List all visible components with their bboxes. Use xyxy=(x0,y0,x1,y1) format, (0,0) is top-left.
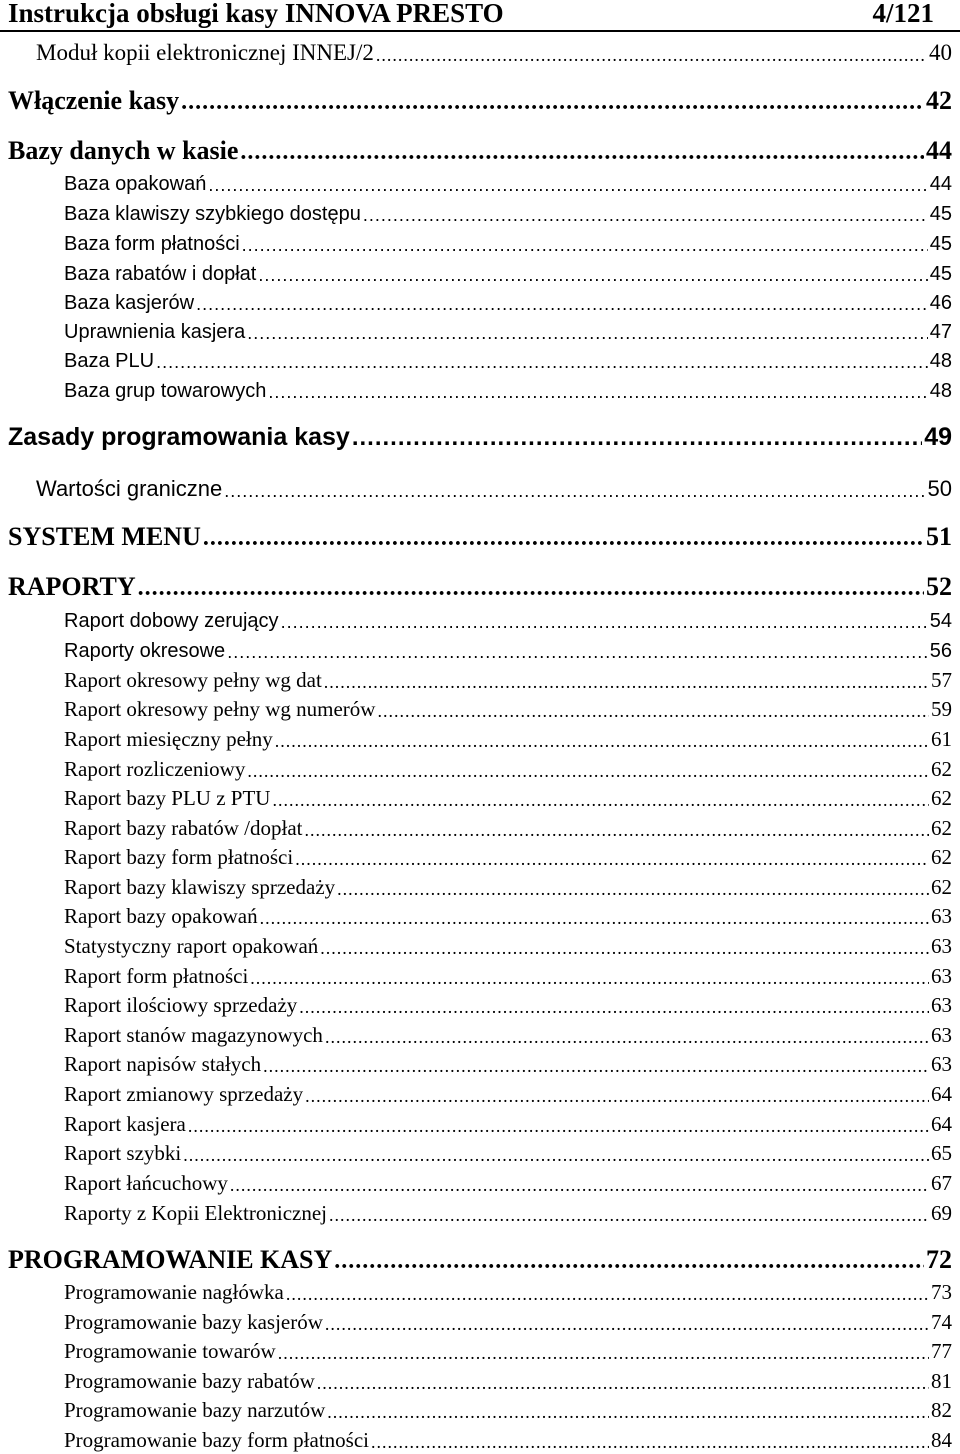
toc-entry-page: 45 xyxy=(929,263,952,285)
toc-entry-page: 84 xyxy=(931,1428,952,1452)
dot-leader xyxy=(295,849,929,870)
toc-entry[interactable] xyxy=(0,1275,960,1305)
toc-entry-label: Raport napisów stałych xyxy=(64,1052,262,1076)
toc-entry-label: Uprawnienia kasjera xyxy=(64,321,246,343)
toc-entry-page: 51 xyxy=(926,522,952,551)
toc-entry-label: Raport form płatności xyxy=(64,964,249,988)
toc-entry-label: SYSTEM MENU xyxy=(8,522,201,551)
dot-leader xyxy=(286,1284,929,1305)
toc-entry-label: Raport stanów magazynowych xyxy=(64,1023,323,1047)
toc-entry[interactable] xyxy=(0,166,960,196)
toc-entry-page: 44 xyxy=(929,173,952,195)
dot-leader xyxy=(268,382,927,403)
toc-entry-page: 45 xyxy=(929,203,952,225)
dot-leader xyxy=(352,424,922,452)
toc-entry-page: 63 xyxy=(931,964,952,988)
toc-entry-label: Statystyczny raport opakowań xyxy=(64,934,319,958)
toc-entry-page: 67 xyxy=(931,1171,952,1195)
toc-entry-page: 72 xyxy=(926,1245,952,1274)
dot-leader xyxy=(240,139,924,166)
toc-entry[interactable] xyxy=(0,1136,960,1166)
toc-entry-label: Raport łańcuchowy xyxy=(64,1171,228,1195)
toc-entry-label: Baza form płatności xyxy=(64,233,240,255)
dot-leader xyxy=(317,1373,929,1394)
toc-entry[interactable] xyxy=(0,522,960,552)
toc-entry-page: 62 xyxy=(931,875,952,899)
page-header xyxy=(0,0,960,32)
toc-entry[interactable] xyxy=(0,36,960,66)
toc-entry-page: 48 xyxy=(929,380,952,402)
toc-entry-label: Raport miesięczny pełny xyxy=(64,727,273,751)
dot-leader xyxy=(377,701,929,722)
toc-entry-label: Raport bazy form płatności xyxy=(64,845,294,869)
dot-leader xyxy=(230,1175,929,1196)
toc-entry-label: Moduł kopii elektronicznej INNEJ/2 xyxy=(36,40,374,65)
toc-entry[interactable] xyxy=(0,1166,960,1196)
toc-entry[interactable] xyxy=(0,256,960,286)
toc-entry-page: 65 xyxy=(931,1141,952,1165)
toc-entry-page: 73 xyxy=(931,1280,952,1304)
toc-entry[interactable] xyxy=(0,1018,960,1048)
page-number: 4/121 xyxy=(872,0,934,28)
dot-leader xyxy=(263,1056,929,1077)
toc-entry[interactable] xyxy=(0,1423,960,1453)
dot-leader xyxy=(247,323,928,344)
toc-entry[interactable] xyxy=(0,343,960,373)
toc-entry-page: 57 xyxy=(931,668,952,692)
dot-leader xyxy=(325,1027,929,1048)
toc-entry-page: 62 xyxy=(931,786,952,810)
toc-entry-page: 64 xyxy=(931,1082,952,1106)
dot-leader xyxy=(371,1432,929,1453)
toc-entry[interactable] xyxy=(0,1077,960,1107)
toc-entry-page: 42 xyxy=(926,86,952,115)
toc-entry-page: 40 xyxy=(929,40,952,65)
dot-leader xyxy=(327,1402,929,1423)
toc-entry-label: Raport dobowy zerujący xyxy=(64,610,279,632)
toc-entry-label: Raport okresowy pełny wg dat xyxy=(64,668,322,692)
toc-entry-label: Programowanie bazy narzutów xyxy=(64,1398,326,1422)
toc-entry[interactable] xyxy=(0,1047,960,1077)
toc-entry-label: Raport zmianowy sprzedaży xyxy=(64,1082,304,1106)
dot-leader xyxy=(305,820,929,841)
toc-entry-page: 63 xyxy=(931,934,952,958)
dot-leader xyxy=(183,1145,929,1166)
dot-leader xyxy=(325,1314,929,1335)
toc-entry-label: Włączenie kasy xyxy=(8,86,180,115)
toc-entry[interactable] xyxy=(0,752,960,782)
toc-entry-label: Programowanie bazy kasjerów xyxy=(64,1310,323,1334)
toc-entry-page: 49 xyxy=(924,423,952,451)
toc-entry-label: Programowanie nagłówka xyxy=(64,1280,284,1304)
dot-leader xyxy=(181,89,924,116)
toc-entry[interactable] xyxy=(0,929,960,959)
toc-entry-page: 82 xyxy=(931,1398,952,1422)
dot-leader xyxy=(250,968,929,989)
toc-entry-page: 56 xyxy=(929,640,952,662)
toc-entry-page: 62 xyxy=(931,757,952,781)
toc-entry-page: 63 xyxy=(931,993,952,1017)
toc-entry-page: 47 xyxy=(929,321,952,343)
toc-entry-page: 46 xyxy=(929,292,952,314)
toc-entry-label: Raport bazy PLU z PTU xyxy=(64,786,271,810)
dot-leader xyxy=(376,45,927,66)
dot-leader xyxy=(363,205,928,226)
toc-entry-page: 48 xyxy=(929,350,952,372)
toc-entry[interactable] xyxy=(0,722,960,752)
dot-leader xyxy=(337,879,929,900)
toc-entry-label: Raporty okresowe xyxy=(64,640,226,662)
toc-entry[interactable] xyxy=(0,1393,960,1423)
toc-entry-page: 63 xyxy=(931,904,952,928)
toc-entry-label: Raporty z Kopii Elektronicznej xyxy=(64,1201,328,1225)
toc-entry[interactable] xyxy=(0,692,960,722)
toc-entry-page: 63 xyxy=(931,1023,952,1047)
toc-entry-label: Raport szybki xyxy=(64,1141,182,1165)
toc-entry-label: Baza opakowań xyxy=(64,173,207,195)
dot-leader xyxy=(275,731,929,752)
dot-leader xyxy=(227,642,928,663)
toc-entry-label: Programowanie bazy form płatności xyxy=(64,1428,369,1452)
toc-entry[interactable] xyxy=(0,988,960,1018)
toc-entry-page: 52 xyxy=(926,572,952,601)
dot-leader xyxy=(208,175,927,196)
toc-entry[interactable] xyxy=(0,781,960,811)
toc-entry-label: Baza kasjerów xyxy=(64,292,195,314)
toc-entry-page: 69 xyxy=(931,1201,952,1225)
toc-entry-page: 45 xyxy=(929,233,952,255)
toc-entry-page: 81 xyxy=(931,1369,952,1393)
dot-leader xyxy=(320,938,929,959)
toc-entry[interactable] xyxy=(0,1107,960,1137)
toc-entry[interactable] xyxy=(0,196,960,226)
toc-entry[interactable] xyxy=(0,226,960,256)
toc-entry[interactable] xyxy=(0,603,960,633)
toc-entry[interactable] xyxy=(0,285,960,315)
toc-entry-page: 61 xyxy=(931,727,952,751)
toc-entry-page: 77 xyxy=(931,1339,952,1363)
toc-entry-label: Raport okresowy pełny wg numerów xyxy=(64,697,376,721)
dot-leader xyxy=(334,1248,924,1275)
dot-leader xyxy=(138,575,924,602)
toc-entry[interactable] xyxy=(0,1364,960,1394)
toc-entry[interactable] xyxy=(0,572,960,602)
toc-entry-label: Raport rozliczeniowy xyxy=(64,757,246,781)
toc-entry-label: Bazy danych w kasie xyxy=(8,136,239,165)
toc-entry[interactable] xyxy=(0,663,960,693)
dot-leader xyxy=(247,761,929,782)
toc-entry-label: Wartości graniczne xyxy=(36,476,223,501)
toc-entry-page: 54 xyxy=(929,610,952,632)
toc-entry-label: Programowanie bazy rabatów xyxy=(64,1369,315,1393)
toc-entry-page: 44 xyxy=(926,136,952,165)
toc-entry-label: Raport bazy klawiszy sprzedaży xyxy=(64,875,336,899)
dot-leader xyxy=(156,352,928,373)
toc-entry[interactable] xyxy=(0,1334,960,1364)
toc-entry[interactable] xyxy=(0,899,960,929)
dot-leader xyxy=(258,265,927,286)
toc-entry[interactable] xyxy=(0,86,960,116)
toc-entry[interactable] xyxy=(0,136,960,166)
toc-entry-page: 62 xyxy=(931,816,952,840)
dot-leader xyxy=(324,672,929,693)
toc-entry[interactable] xyxy=(0,1305,960,1335)
toc-entry[interactable] xyxy=(0,472,960,502)
document-title: Instrukcja obsługi kasy INNOVA PRESTO xyxy=(8,0,504,28)
dot-leader xyxy=(242,235,928,256)
toc-entry-label: RAPORTY xyxy=(8,572,136,601)
toc-entry-label: Baza PLU xyxy=(64,350,155,372)
toc-entry-label: Programowanie towarów xyxy=(64,1339,276,1363)
dot-leader xyxy=(203,525,924,552)
dot-leader xyxy=(281,612,928,633)
toc-entry-label: Zasady programowania kasy xyxy=(8,423,350,451)
toc-entry[interactable] xyxy=(0,811,960,841)
toc-entry-label: Baza rabatów i dopłat xyxy=(64,263,257,285)
dot-leader xyxy=(224,481,925,502)
toc-entry-page: 74 xyxy=(931,1310,952,1334)
toc-entry-label: Baza grup towarowych xyxy=(64,380,267,402)
toc-entry-label: Raport bazy opakowań xyxy=(64,904,258,928)
toc-entry-label: PROGRAMOWANIE KASY xyxy=(8,1245,333,1274)
toc-entry[interactable] xyxy=(0,422,960,452)
toc-entry-label: Baza klawiszy szybkiego dostępu xyxy=(64,203,361,225)
toc-entry[interactable] xyxy=(0,1196,960,1226)
dot-leader xyxy=(299,997,929,1018)
dot-leader xyxy=(278,1343,929,1364)
dot-leader xyxy=(196,294,928,315)
toc-entry[interactable] xyxy=(0,1245,960,1275)
toc-entry[interactable] xyxy=(0,959,960,989)
toc-entry[interactable] xyxy=(0,840,960,870)
toc-entry-page: 64 xyxy=(931,1112,952,1136)
toc-entry-label: Raport bazy rabatów /dopłat xyxy=(64,816,303,840)
toc-entry-page: 62 xyxy=(931,845,952,869)
toc-entry-page: 59 xyxy=(931,697,952,721)
toc-entry[interactable] xyxy=(0,373,960,403)
toc-entry[interactable] xyxy=(0,314,960,344)
dot-leader xyxy=(188,1116,929,1137)
toc-entry-label: Raport kasjera xyxy=(64,1112,186,1136)
dot-leader xyxy=(272,790,929,811)
toc-entry[interactable] xyxy=(0,633,960,663)
dot-leader xyxy=(329,1205,929,1226)
toc-entry-page: 50 xyxy=(927,476,952,501)
toc-entry-label: Raport ilościowy sprzedaży xyxy=(64,993,298,1017)
dot-leader xyxy=(305,1086,929,1107)
toc-entry[interactable] xyxy=(0,870,960,900)
toc-entry-page: 63 xyxy=(931,1052,952,1076)
dot-leader xyxy=(260,908,929,929)
